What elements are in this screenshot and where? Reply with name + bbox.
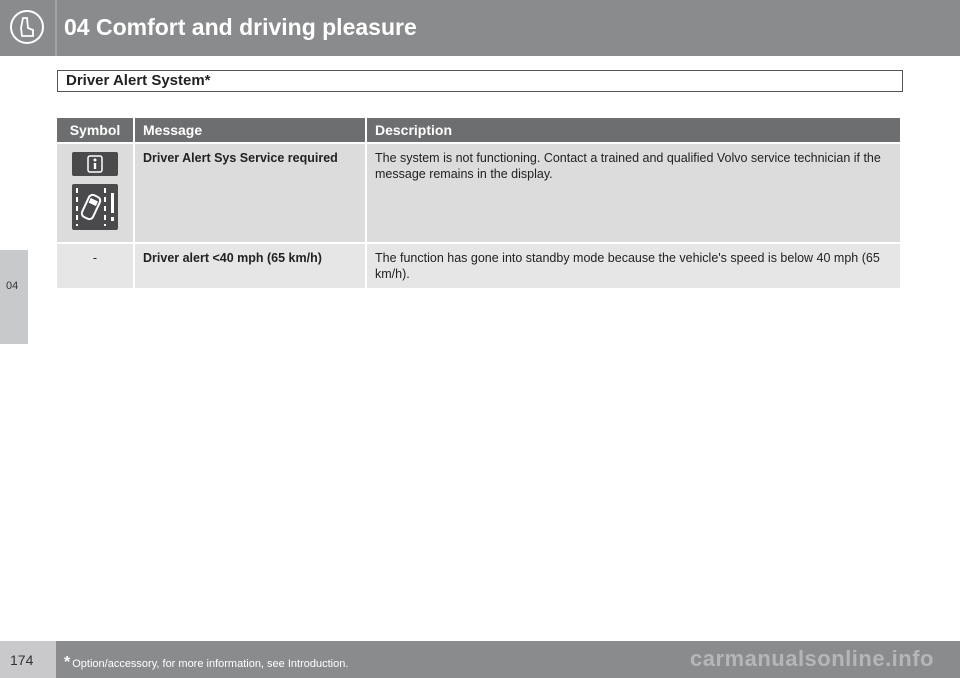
chapter-tab-label: 04 [6, 280, 19, 292]
page-title: 04 Comfort and driving pleasure [64, 14, 417, 40]
footnote-star: * [64, 654, 71, 671]
description-cell: The function has gone into standby mode because the vehicle's speed is below 40 mph (65 km/h). [367, 244, 900, 288]
page-number: 174 [10, 652, 34, 668]
header-divider [55, 0, 57, 56]
symbol-cell: - [57, 244, 133, 288]
table-header-row [57, 118, 900, 142]
column-header-description: Description [367, 118, 900, 142]
watermark: carmanualsonline.info [690, 646, 934, 671]
description-cell: The system is not functioning. Contact a trained and qualified Volvo service technician if the message remains in the display. [367, 144, 900, 242]
table-row [57, 144, 900, 242]
table-row [57, 244, 900, 288]
info-display-icon [72, 152, 118, 176]
section-heading-box [57, 70, 903, 92]
section-title: Driver Alert System* [66, 72, 211, 89]
message-cell: Driver Alert Sys Service required [135, 144, 365, 242]
chapter-side-tab [0, 250, 28, 344]
message-table [55, 116, 902, 290]
seat-icon [10, 10, 44, 44]
message-cell: Driver alert <40 mph (65 km/h) [135, 244, 365, 288]
footnote-text: Option/accessory, for more information, see Introduction. [72, 658, 349, 670]
page-header [0, 0, 960, 56]
column-header-symbol: Symbol [57, 118, 133, 142]
driver-alert-car-warning-icon [72, 184, 118, 230]
page-number-box [0, 641, 56, 678]
footnote [64, 654, 348, 672]
column-header-message: Message [135, 118, 365, 142]
header-icon-area [0, 0, 56, 56]
symbol-cell [57, 144, 133, 242]
